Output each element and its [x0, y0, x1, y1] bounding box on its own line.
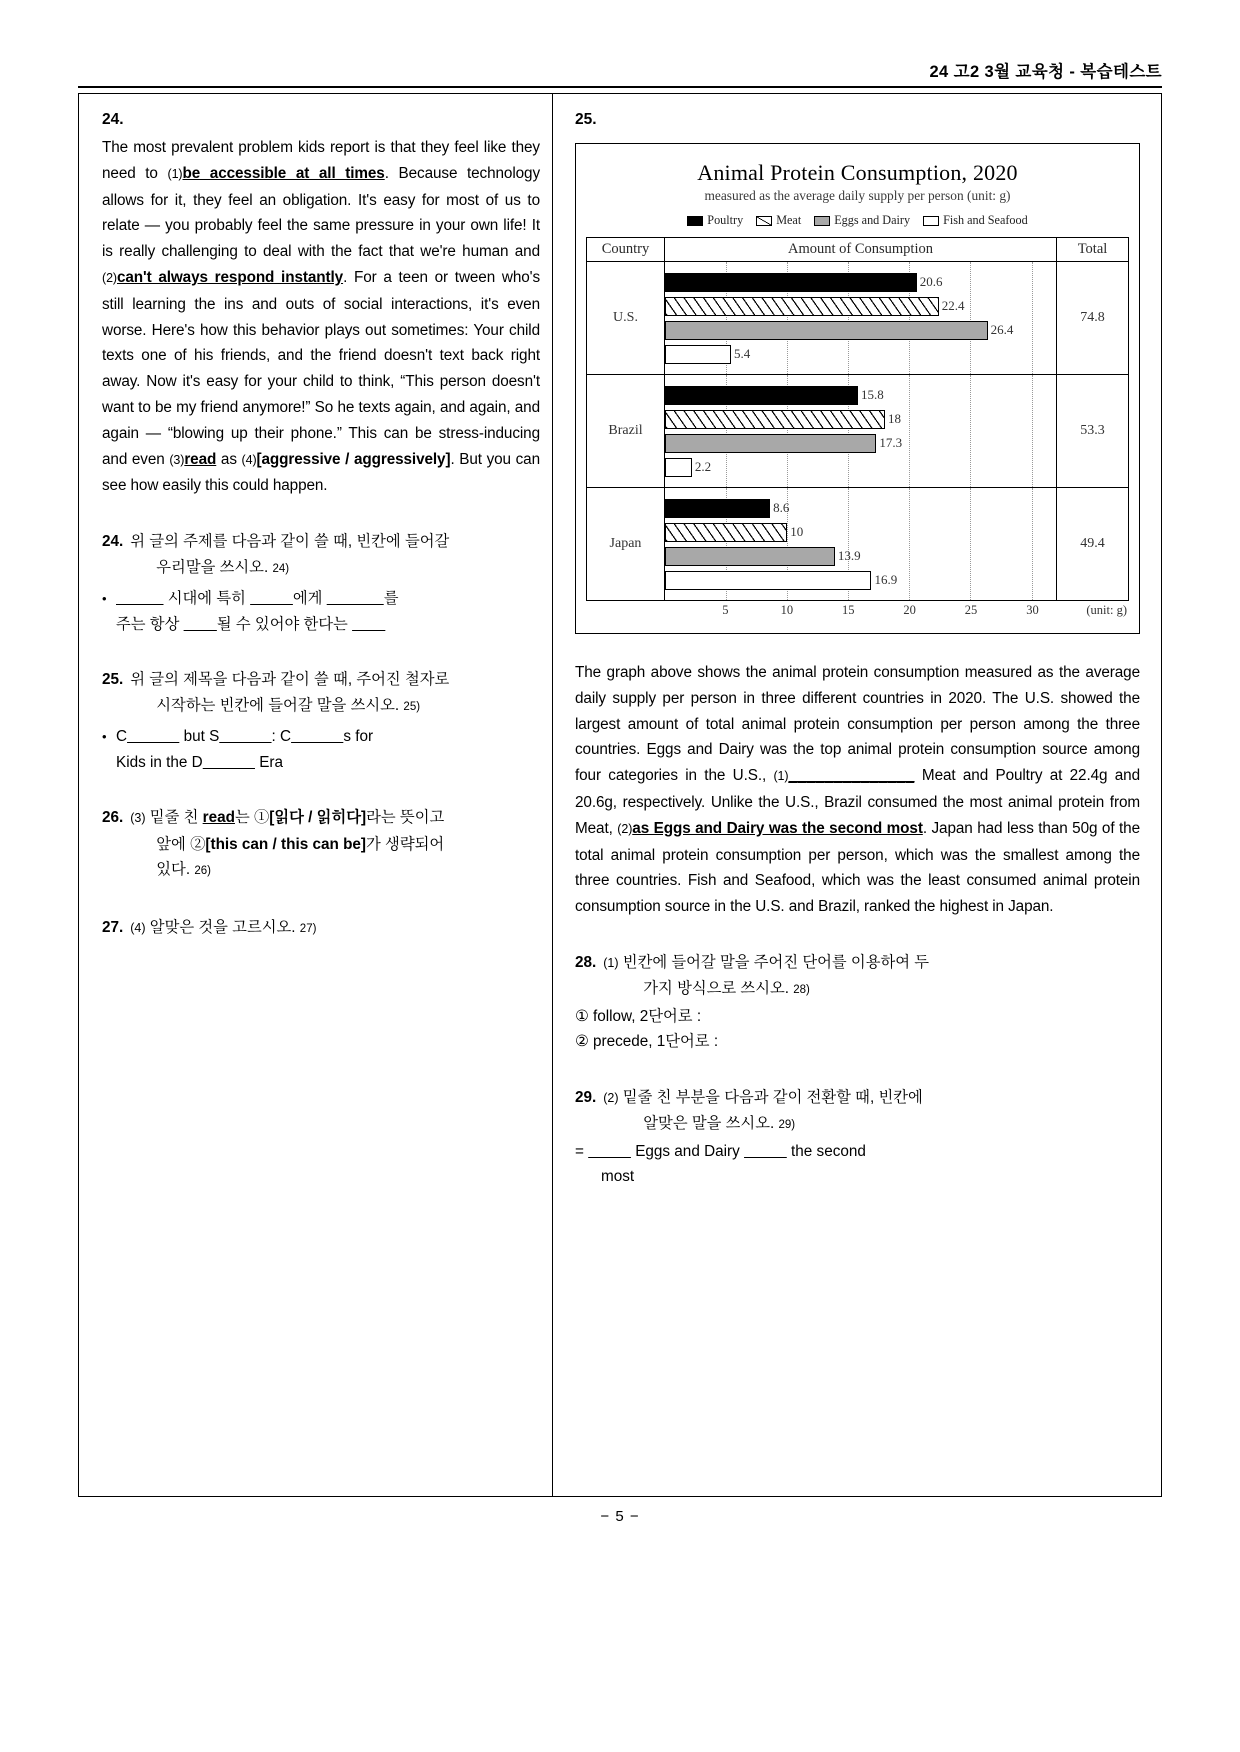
bar-value-us-fish: 5.4: [733, 346, 751, 361]
col-header-country: Country: [587, 238, 665, 262]
q25-ans-c: : C: [271, 728, 292, 746]
q25-ans-e: Kids in the D: [116, 753, 203, 771]
question-29-line1: 밑줄 친 부분을 다음과 같이 전환할 때, 빈칸에: [622, 1088, 923, 1106]
legend-label-poultry: Poultry: [707, 213, 744, 227]
x-tick-5: 5: [722, 603, 729, 617]
q26-t5: 가 생략되어: [366, 835, 445, 853]
question-25-answer-text: [116, 724, 540, 775]
legend-swatch-eggs-icon: [814, 216, 830, 226]
row-label-japan: Japan: [587, 488, 665, 601]
answer-blank[interactable]: [219, 728, 271, 745]
right-column: [553, 93, 1162, 1190]
question-27-number: 27.: [102, 918, 124, 936]
x-tick-20: 20: [903, 603, 916, 617]
question-26: [102, 805, 540, 885]
legend-item-eggs: [814, 213, 910, 228]
total-brazil: 53.3: [1057, 375, 1129, 488]
question-28: [575, 950, 1140, 1055]
total-japan: 49.4: [1057, 488, 1129, 601]
bar-japan-eggs: [665, 547, 861, 566]
question-29-answer: [575, 1139, 1140, 1190]
answer-blank[interactable]: [203, 754, 255, 771]
question-27-paren: (4): [130, 920, 146, 935]
question-28-number: 28.: [575, 953, 597, 971]
question-25-line1: 위 글의 제목을 다음과 같이 쓸 때, 주어진 철자로: [130, 671, 450, 689]
x-axis-unit-label: (unit: g): [1086, 603, 1127, 617]
bar-value-japan-meat: 10: [790, 524, 804, 539]
q24-ans-a: 시대에 특히: [167, 590, 246, 608]
passage-marker-2: (2): [102, 270, 117, 285]
left-column: [78, 93, 552, 942]
q24-ans-c: 를: [383, 590, 399, 608]
answer-blank[interactable]: [291, 728, 343, 745]
bar-value-japan-poultry: 8.6: [773, 500, 790, 515]
bar-brazil-meat: [665, 410, 901, 429]
question-26-head: [102, 805, 540, 885]
q25-ans-f: Era: [259, 753, 284, 771]
question-24-ref: 24): [272, 562, 290, 575]
bar-value-us-eggs: 26.4: [990, 322, 1014, 337]
answer-blank[interactable]: [744, 1143, 787, 1160]
bar-row-japan-poultry: [665, 497, 1056, 519]
question-25-ref: 25): [403, 700, 421, 713]
question-24-number: 24.: [102, 533, 124, 551]
answer-blank[interactable]: [127, 728, 179, 745]
bar-us-eggs: [665, 321, 1014, 340]
answer-blank[interactable]: [352, 616, 385, 633]
question-28-line2: 가지 방식으로 쓰시오.: [643, 980, 790, 998]
bullet-dot: •: [102, 591, 107, 607]
q26-t4: 앞에 ②: [156, 835, 206, 853]
desc-seg-3: . Japan had less than 50g of the total animal protein consumption per person, which was the smallest among the three countries. Fish and Seafood, which was the least consumed animal protein consumption source in the U.S. and Brazil, ranked the highest in Japan.: [575, 819, 1140, 916]
q24-ans-d: 주는 항상: [116, 615, 180, 633]
x-tick-30: 30: [1026, 603, 1039, 617]
passage-marker-4: (4): [241, 452, 257, 467]
question-27-prompt: [130, 915, 540, 943]
bar-value-brazil-eggs: 17.3: [879, 435, 903, 450]
desc-blank-1[interactable]: ______________: [788, 767, 915, 785]
question-25-answer: [102, 724, 540, 775]
question-27: [102, 915, 540, 943]
passage-marker-1: (1): [167, 166, 183, 181]
bars-cell-japan: [665, 488, 1057, 601]
bar-row-brazil-meat: [665, 408, 1056, 430]
row-label-brazil: Brazil: [587, 375, 665, 488]
question-28-head: [575, 950, 1140, 1004]
x-tick-25: 25: [964, 603, 978, 617]
page-header: 24 고2 3월 교육청 - 복습테스트: [929, 63, 1162, 81]
table-row: [587, 262, 1129, 375]
bar-row-us-fish: [665, 343, 1056, 365]
legend-label-meat: Meat: [776, 213, 802, 227]
col-header-total: Total: [1057, 238, 1129, 262]
graph-description: [575, 660, 1140, 920]
bar-row-brazil-poultry: [665, 384, 1056, 406]
question-29-head: [575, 1085, 1140, 1139]
bar-value-japan-fish: 16.9: [874, 572, 898, 587]
desc-seg-1: The graph above shows the animal protein consumption measured as the average daily supply per person in three different countries in 2020. The U.S. showed the largest amount of total animal protein consumption per person among the three countries. Eggs and Dairy was the top animal protein consumption source among four categories in the U.S.,: [575, 664, 1140, 785]
total-us: 74.8: [1057, 262, 1129, 375]
answer-blank[interactable]: [250, 590, 293, 607]
question-28-line1: 빈칸에 들어갈 말을 주어진 단어를 이용하여 두: [622, 953, 930, 971]
answer-blank[interactable]: [116, 590, 164, 607]
question-27-ref: 27): [299, 922, 317, 935]
question-26-paren: (3): [130, 811, 146, 826]
question-29: [575, 1085, 1140, 1190]
legend-item-fish: [923, 213, 1028, 228]
bar-japan-poultry: [665, 499, 790, 518]
chart-table-body: [587, 262, 1129, 601]
bars-cell-us: [665, 262, 1057, 375]
legend-label-fish: Fish and Seafood: [943, 213, 1028, 227]
question-29-ref: 29): [778, 1119, 796, 1132]
bars-group-japan: [665, 488, 1056, 600]
question-29-line2: 알맞은 말을 쓰시오.: [643, 1115, 775, 1133]
desc-marker-2: (2): [617, 821, 633, 836]
question-24-line1: 위 글의 주제를 다음과 같이 쓸 때, 빈칸에 들어갈: [130, 533, 450, 551]
question-24-answer: [102, 586, 540, 637]
chart-title: Animal Protein Consumption, 2020: [697, 160, 1018, 185]
bar-row-japan-meat: [665, 521, 1056, 543]
question-24: [102, 529, 540, 637]
passage-seg-1: The most prevalent problem kids report is that they feel like they need to: [102, 139, 540, 182]
chart-figure: [575, 143, 1140, 634]
bar-value-brazil-meat: 18: [887, 411, 901, 426]
q26-bold-opt2: [this can / this can be]: [205, 835, 367, 853]
answer-blank[interactable]: [588, 1143, 631, 1160]
q25-ans-b: but S: [183, 728, 220, 746]
legend-item-poultry: [687, 213, 743, 228]
legend-label-eggs: Eggs and Dairy: [834, 213, 911, 227]
passage-seg-2: . Because technology allows for it, they feel an obligation. It's easy for most of us to relate — you probably feel the same pressure in your own life! It is really challenging to deal with the fact that we're human and: [102, 164, 540, 261]
table-row: [587, 488, 1129, 601]
bar-us-poultry: [665, 273, 943, 292]
bar-value-brazil-poultry: 15.8: [861, 387, 884, 402]
q29-ans-c: the second: [791, 1142, 866, 1160]
bar-value-us-meat: 22.4: [941, 298, 965, 313]
question-27-text: 알맞은 것을 고르시오.: [149, 918, 296, 936]
bar-brazil-poultry: [665, 386, 884, 405]
passage-number-25: 25.: [575, 111, 597, 128]
q29-ans-b: Eggs and Dairy: [635, 1142, 740, 1160]
passage-seg-5: . But you can see how easily this could happen.: [102, 450, 540, 495]
bullet-dot: •: [102, 729, 107, 745]
q29-eq-sign: =: [575, 1142, 584, 1160]
question-29-number: 29.: [575, 1088, 597, 1106]
answer-blank[interactable]: [184, 616, 217, 633]
page-footer: − 5 −: [600, 1508, 640, 1525]
bar-us-fish: [665, 345, 751, 364]
question-28-option-1[interactable]: ① follow, 2단어로 :: [575, 1007, 702, 1025]
passage-seg-4: as: [216, 450, 242, 468]
bar-row-japan-eggs: [665, 545, 1056, 567]
q26-t1: 밑줄 친: [149, 809, 203, 827]
passage-bold-2: can't always respond instantly: [116, 268, 344, 286]
chart-table-head: [587, 238, 1129, 262]
col-header-amount: Amount of Consumption: [665, 238, 1057, 262]
legend-swatch-fish-icon: [923, 216, 939, 226]
bars-cell-brazil: [665, 375, 1057, 488]
legend-swatch-meat-icon: [756, 216, 772, 226]
passage-text-24: [102, 135, 540, 499]
header-divider: [78, 86, 1162, 88]
bar-brazil-eggs: [665, 434, 903, 453]
q26-t3: 라는 뜻이고: [366, 809, 445, 827]
q24-ans-e: 될 수 있어야 한다는: [216, 615, 348, 633]
question-27-head: [102, 915, 540, 943]
bar-row-us-eggs: [665, 319, 1056, 341]
bar-japan-meat: [665, 523, 804, 542]
question-25-line2: 시작하는 빈칸에 들어갈 말을 쓰시오.: [156, 696, 400, 714]
q26-bold-opt1: [읽다 / 읽히다]: [269, 809, 367, 827]
chart-table: [586, 237, 1129, 601]
question-24-line2: 우리말을 쓰시오.: [156, 558, 269, 576]
question-28-paren: (1): [603, 955, 619, 970]
passage-bold-4: [aggressive / aggressively]: [256, 450, 451, 468]
x-tick-15: 15: [841, 603, 855, 617]
question-24-answer-text: [116, 586, 540, 637]
q24-ans-b: 에게: [292, 590, 323, 608]
question-26-number: 26.: [102, 809, 124, 827]
chart-x-axis: [586, 601, 1129, 623]
bar-brazil-fish: [665, 458, 712, 477]
q25-ans-d: s for: [343, 728, 374, 746]
bar-value-us-poultry: 20.6: [919, 274, 943, 289]
legend-item-meat: [756, 213, 801, 228]
bar-japan-fish: [665, 571, 898, 590]
question-24-prompt: [130, 529, 540, 582]
legend-swatch-poultry-icon: [687, 216, 703, 226]
question-28-prompt: [603, 950, 1140, 1004]
question-25-head: [102, 667, 540, 720]
passage-bold-3: read: [184, 450, 217, 468]
q29-ans-d: most: [601, 1168, 635, 1186]
bar-row-us-meat: [665, 295, 1056, 317]
passage-seg-3: . For a teen or tween who's still learning the ins and outs of social interactions, it's even worse. Here's how this behavior plays out sometimes: Your child texts one of his friends, and the friend doesn't text back right away. Now it's easy for your child to think, “This person doesn't want to be my friend anymore!” So he texts again, and again, and again — “blowing up their phone.” This can be stress-inducing and even: [102, 268, 541, 468]
question-25-number: 25.: [102, 671, 124, 689]
desc-seg-2: Meat and Poultry at 22.4g and 20.6g, respectively. Unlike the U.S., Brazil consumed the most animal protein from Meat,: [575, 767, 1140, 837]
question-29-paren: (2): [603, 1090, 619, 1105]
question-25-prompt: [130, 667, 540, 720]
passage-marker-3: (3): [169, 452, 185, 467]
question-28-option-2[interactable]: ② precede, 1단어로 :: [575, 1033, 719, 1051]
question-25: [102, 667, 540, 775]
q26-t6: 있다.: [156, 861, 191, 879]
chart-subtitle: measured as the average daily supply per person (unit: g): [704, 188, 1011, 203]
table-header-row: [587, 238, 1129, 262]
question-29-prompt: [603, 1085, 1140, 1139]
x-tick-10: 10: [780, 603, 794, 617]
passage-bold-1: be accessible at all times: [182, 164, 385, 182]
question-26-ref: 26): [194, 865, 211, 878]
passage-number-24: 24.: [102, 111, 124, 128]
question-24-head: [102, 529, 540, 582]
bar-row-brazil-eggs: [665, 432, 1056, 454]
bars-group-brazil: [665, 375, 1056, 487]
question-26-prompt: [130, 805, 540, 885]
bar-value-japan-eggs: 13.9: [837, 548, 861, 563]
table-row: [587, 375, 1129, 488]
question-28-ref: 28): [793, 984, 810, 997]
bar-value-brazil-fish: 2.2: [694, 459, 712, 474]
bar-row-japan-fish: [665, 569, 1056, 591]
chart-legend: [586, 213, 1129, 228]
q25-ans-a: C: [116, 728, 128, 746]
answer-blank[interactable]: [327, 590, 384, 607]
bar-us-meat: [665, 297, 965, 316]
desc-marker-1: (1): [773, 769, 789, 784]
row-label-us: U.S.: [587, 262, 665, 375]
desc-bold-2: as Eggs and Dairy was the second most: [632, 819, 923, 837]
bar-row-us-poultry: [665, 271, 1056, 293]
bars-group-us: [665, 262, 1056, 374]
bar-row-brazil-fish: [665, 456, 1056, 478]
q26-t2: 는 ①: [234, 809, 270, 827]
q26-bold-read: read: [202, 809, 235, 827]
